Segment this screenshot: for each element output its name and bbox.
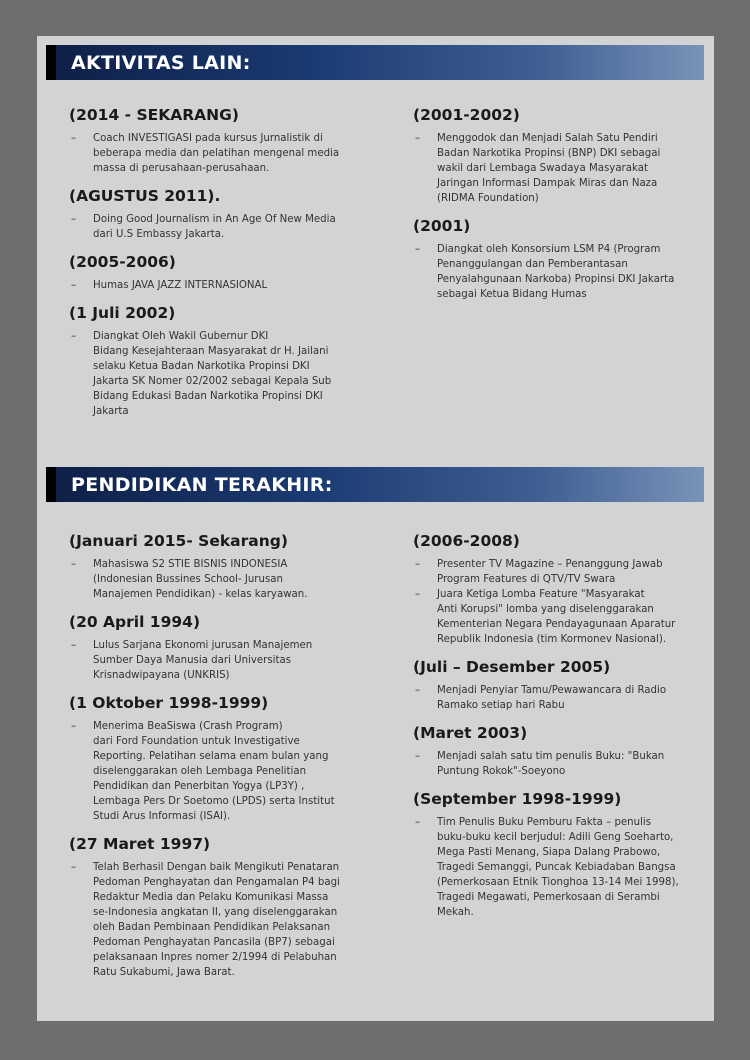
entry: [413, 217, 708, 302]
entry-heading: (2001): [413, 217, 471, 235]
list-item: – Menggodok dan Menjadi Salah Satu Pendiri Badan Narkotika Propinsi (BNP) DKI sebagai wakil dari Lembaga Swadaya Masyarakat Jaringan Informasi Dampak Miras dan Naza (RIDMA Foundation): [413, 131, 708, 206]
entry-heading: (2001-2002): [413, 106, 520, 124]
document-page: [37, 36, 714, 1021]
entry-heading: (2005-2006): [69, 253, 176, 271]
entry: [69, 253, 399, 293]
entry-list: [69, 212, 399, 242]
list-item: – Doing Good Journalism in An Age Of New Media dari U.S Embassy Jakarta.: [69, 212, 399, 242]
section-title-pendidikan: PENDIDIKAN TERAKHIR:: [71, 473, 333, 496]
entry-list: [69, 278, 399, 293]
entry-heading: (2014 - SEKARANG): [69, 106, 239, 124]
list-item: – Telah Berhasil Dengan baik Mengikuti Penataran Pedoman Penghayatan dan Pengamalan P4 bagi Redaktur Media dan Pelaku Komunikasi Massa se-Indonesia angkatan II, yang diselenggarakan oleh Badan Pembinaan Pendidikan Pelaksanan Pedoman Penghayatan Pancasila (BP7) sebagai pelaksanaan Inpres nomer 2/1994 di Pelabuhan Ratu Sukabumi, Jawa Barat.: [69, 860, 404, 980]
entry: [69, 304, 399, 419]
entry-list: [69, 329, 399, 419]
entry: [69, 613, 404, 683]
entry-list: [69, 131, 399, 176]
section-banner-pendidikan: [46, 467, 704, 502]
entry: [69, 532, 404, 602]
entry-list: [69, 719, 404, 824]
list-item: – Tim Penulis Buku Pemburu Fakta – penulis buku-buku kecil berjudul: Adili Geng Soeharto, Mega Pasti Menang, Siapa Dalang Prabowo, Tragedi Semanggi, Puncak Kebiadaban Bangsa (Pemerkosaan Etnik Tionghoa 13-14 Mei 1998), Tragedi Megawati, Pemerkosaan di Serambi Mekah.: [413, 815, 708, 920]
entry-heading: (September 1998-1999): [413, 790, 622, 808]
entry: [69, 694, 404, 824]
list-item: – Menjadi Penyiar Tamu/Pewawancara di Radio Ramako setiap hari Rabu: [413, 683, 708, 713]
list-item: – Mahasiswa S2 STIE BISNIS INDONESIA (Indonesian Bussines School- Jurusan Manajemen Pendidikan) - kelas karyawan.: [69, 557, 404, 602]
entry: [413, 724, 708, 779]
entry-list: [413, 749, 708, 779]
aktivitas-right-column: [413, 106, 708, 313]
entry-heading: (AGUSTUS 2011).: [69, 187, 221, 205]
list-item: – Diangkat oleh Konsorsium LSM P4 (Program Penanggulangan dan Pemberantasan Penyalahgunaan Narkoba) Propinsi DKI Jakarta sebagai Ketua Bidang Humas: [413, 242, 708, 302]
banner-accent-bar: [46, 45, 56, 80]
section-title-aktivitas: AKTIVITAS LAIN:: [71, 51, 251, 74]
pendidikan-right-column: [413, 532, 708, 931]
entry-heading: (Juli – Desember 2005): [413, 658, 611, 676]
entry-heading: (2006-2008): [413, 532, 520, 550]
entry: [413, 106, 708, 206]
entry-list: [413, 557, 708, 647]
list-item: – Humas JAVA JAZZ INTERNASIONAL: [69, 278, 399, 293]
entry: [69, 106, 399, 176]
entry-heading: (Maret 2003): [413, 724, 528, 742]
list-item: – Diangkat Oleh Wakil Gubernur DKI Bidang Kesejahteraan Masyarakat dr H. Jailani selaku Ketua Badan Narkotika Propinsi DKI Jakarta SK Nomer 02/2002 sebagai Kepala Sub Bidang Edukasi Badan Narkotika Propinsi DKI Jakarta: [69, 329, 399, 419]
entry-list: [413, 131, 708, 206]
entry-list: [69, 638, 404, 683]
aktivitas-left-column: [69, 106, 399, 430]
entry: [413, 790, 708, 920]
list-item: – Menerima BeaSiswa (Crash Program) dari Ford Foundation untuk Investigative Reporting. Pelatihan selama enam bulan yang diselenggarakan oleh Lembaga Penelitian Pendidikan dan Penerbitan Yogya (LP3Y) , Lembaga Pers Dr Soetomo (LPDS) serta Institut Studi Arus Informasi (ISAI).: [69, 719, 404, 824]
entry-list: [413, 683, 708, 713]
entry: [69, 187, 399, 242]
entry-heading: (Januari 2015- Sekarang): [69, 532, 288, 550]
list-item: – Juara Ketiga Lomba Feature "Masyarakat Anti Korupsi" lomba yang diselenggarakan Kementerian Negara Pendayagunaan Aparatur Republik Indonesia (tim Kormonev Nasional).: [413, 587, 708, 647]
list-item: – Presenter TV Magazine – Penanggung Jawab Program Features di QTV/TV Swara: [413, 557, 708, 587]
list-item: – Lulus Sarjana Ekonomi jurusan Manajemen Sumber Daya Manusia dari Universitas Krisnadwipayana (UNKRIS): [69, 638, 404, 683]
section-banner-aktivitas: [46, 45, 704, 80]
entry-heading: (20 April 1994): [69, 613, 201, 631]
entry-list: [69, 860, 404, 980]
pendidikan-left-column: [69, 532, 404, 991]
list-item: – Coach INVESTIGASI pada kursus Jurnalistik di beberapa media dan pelatihan mengenal media massa di perusahaan-perusahaan.: [69, 131, 399, 176]
entry: [413, 532, 708, 647]
entry-list: [69, 557, 404, 602]
entry: [413, 658, 708, 713]
entry-list: [413, 815, 708, 920]
entry-heading: (27 Maret 1997): [69, 835, 211, 853]
entry-list: [413, 242, 708, 302]
entry: [69, 835, 404, 980]
entry-heading: (1 Oktober 1998-1999): [69, 694, 269, 712]
banner-accent-bar: [46, 467, 56, 502]
entry-heading: (1 Juli 2002): [69, 304, 176, 322]
list-item: – Menjadi salah satu tim penulis Buku: "Bukan Puntung Rokok"-Soeyono: [413, 749, 708, 779]
